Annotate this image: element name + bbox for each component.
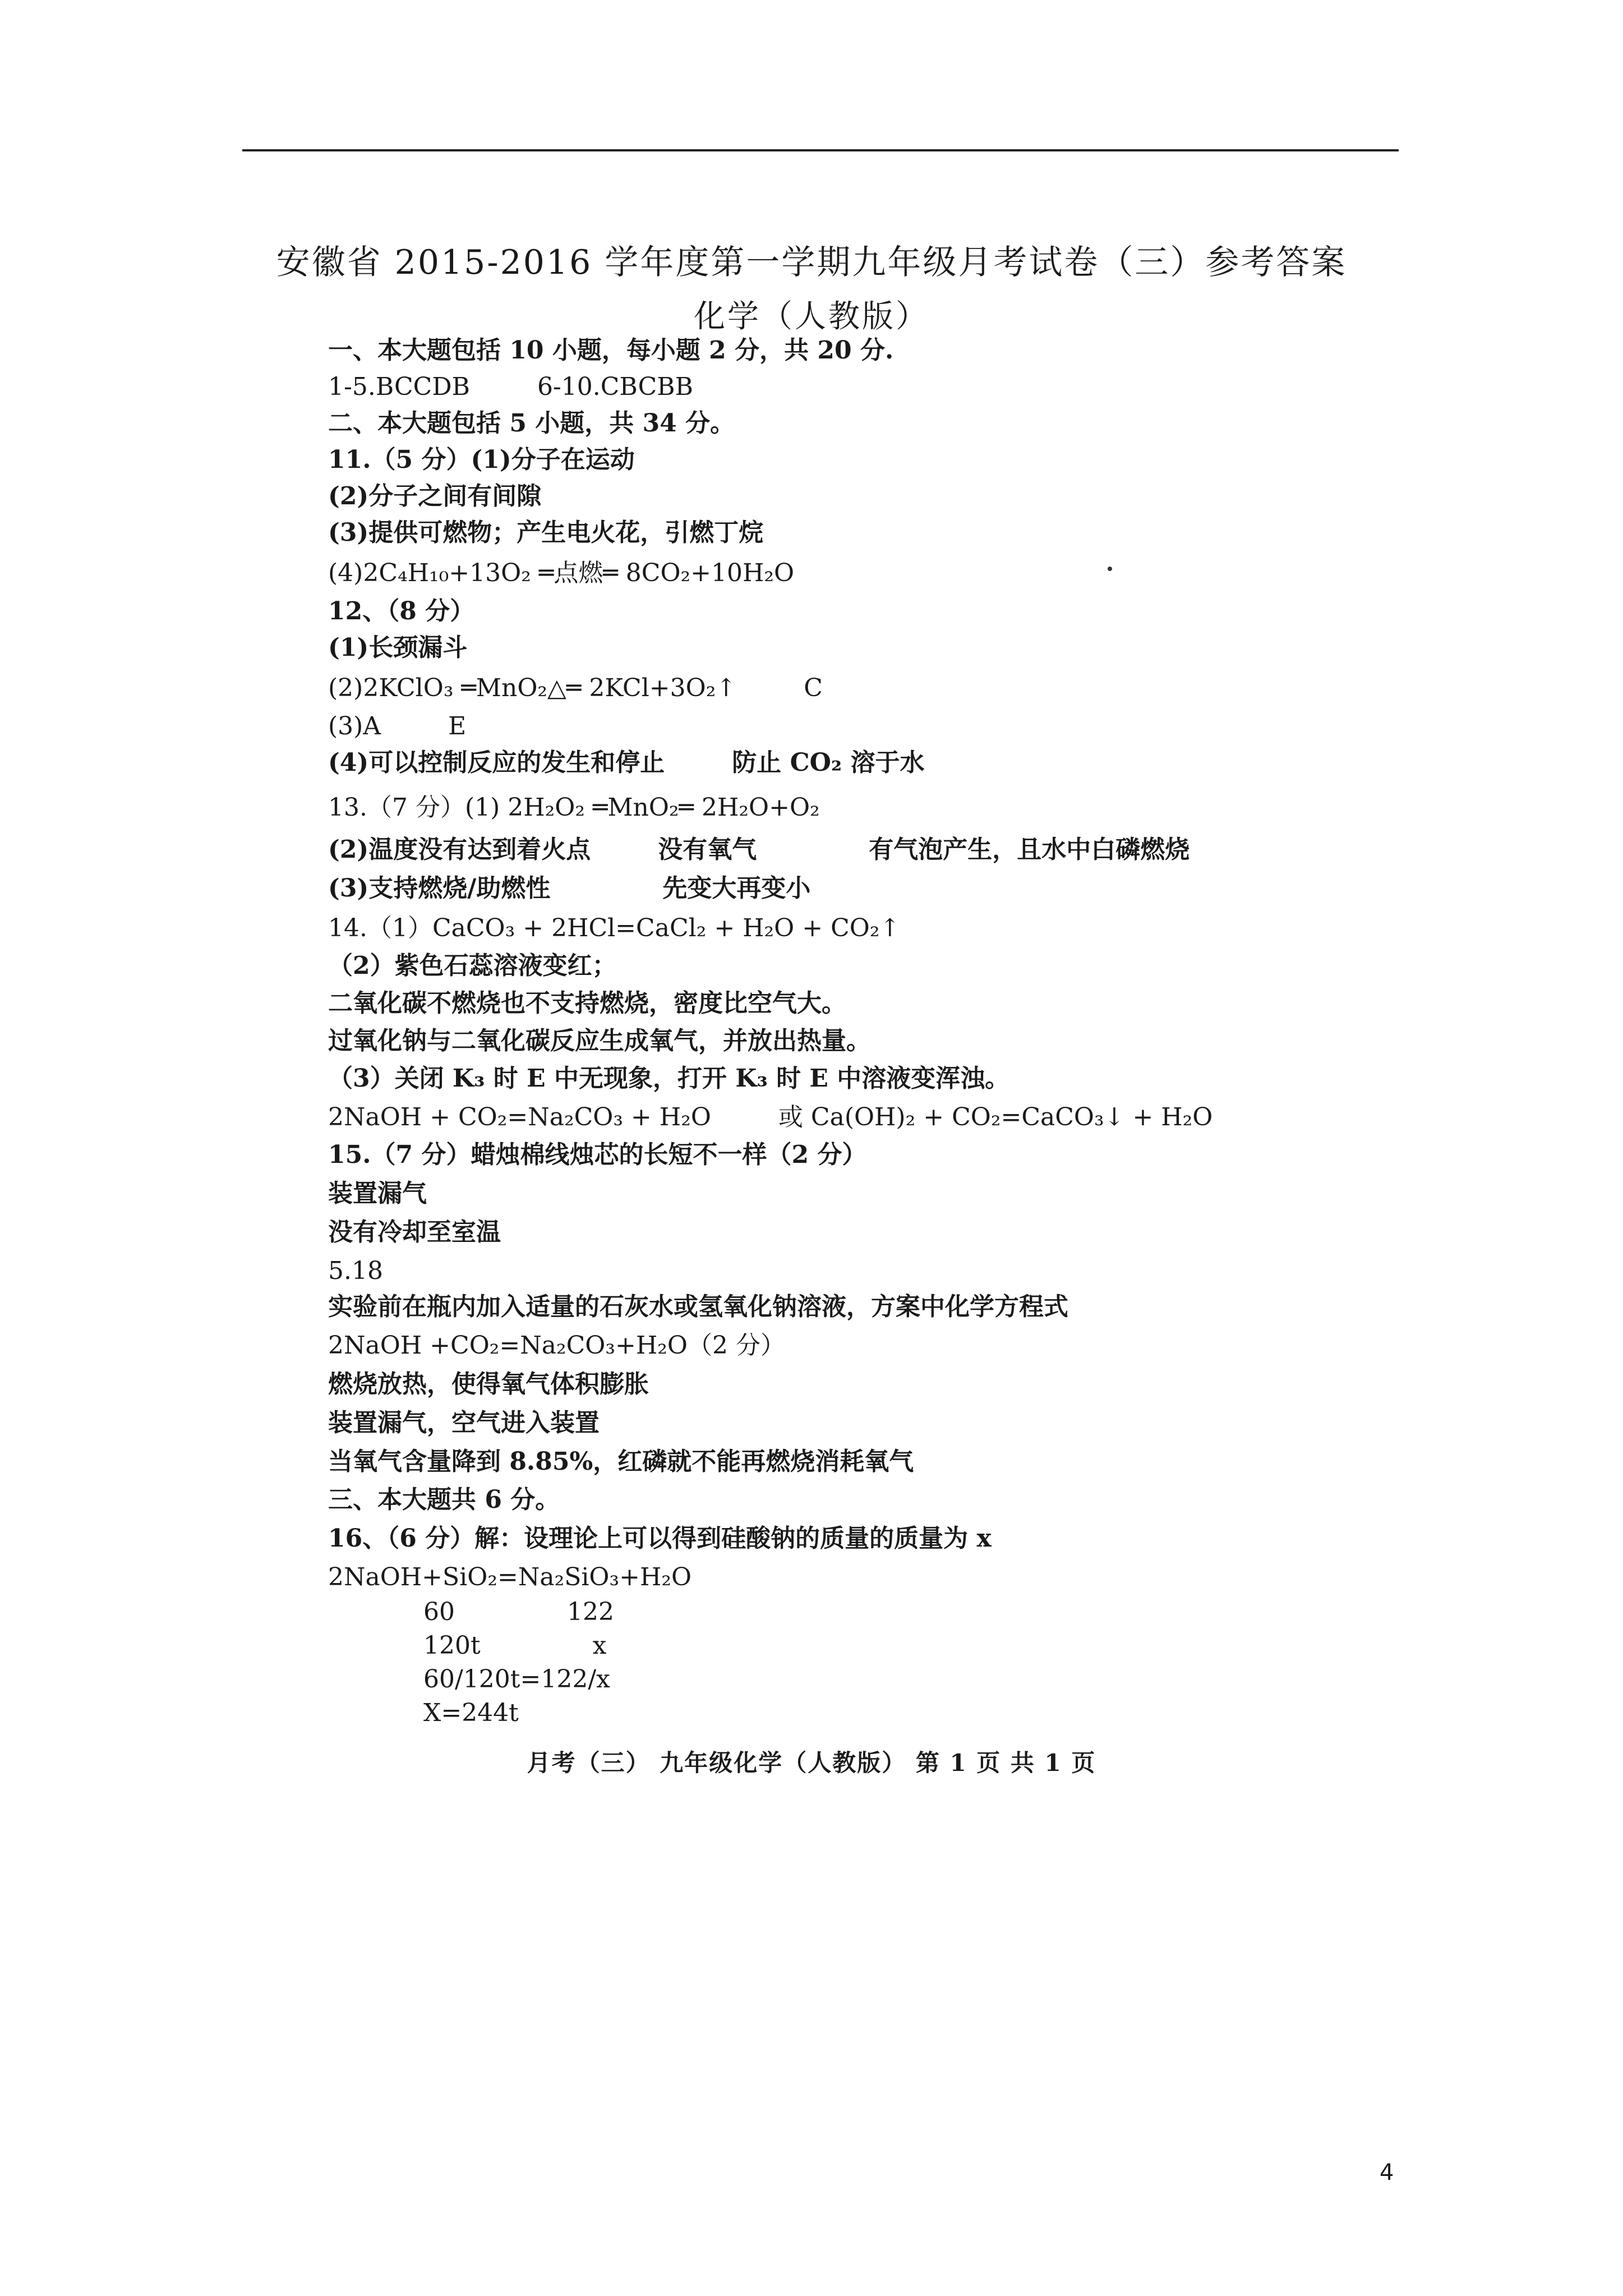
answer-line: 没有冷却至室温	[328, 1218, 501, 1246]
answer-line: (3)支持燃烧/助燃性 先变大再变小	[328, 874, 811, 903]
page-number: 4	[1380, 2160, 1394, 2185]
answer-line: 5.18	[328, 1257, 383, 1285]
answer-line: 2NaOH +CO₂=Na₂CO₃+H₂O（2 分）	[328, 1331, 785, 1360]
page-title: 安徽省 2015-2016 学年度第一学期九年级月考试卷（三）参考答案	[276, 243, 1347, 282]
answer-line: 过氧化钠与二氧化碳反应生成氧气，并放出热量。	[328, 1027, 871, 1055]
answer-line: 14.（1）CaCO₃ + 2HCl=CaCl₂ + H₂O + CO₂↑	[328, 914, 901, 942]
answer-line: (4)2C₄H₁₀+13O₂ ═点燃═ 8CO₂+10H₂O	[328, 559, 795, 587]
calc-line: 60/120t=122/x	[423, 1665, 610, 1694]
answer-line: 11.（5 分）(1)分子在运动	[328, 445, 635, 474]
answer-line: 2NaOH + CO₂=Na₂CO₃ + H₂O 或 Ca(OH)₂ + CO₂=CaCO₃↓ + H₂O	[328, 1103, 1213, 1131]
answer-line: 三、本大题共 6 分。	[328, 1485, 560, 1514]
answer-line: (2)分子之间有间隙	[328, 482, 542, 510]
answer-line: 2NaOH+SiO₂=Na₂SiO₃+H₂O	[328, 1563, 692, 1591]
calc-line: X=244t	[423, 1699, 519, 1727]
answer-line: (3)提供可燃物；产生电火花，引燃丁烷	[328, 518, 764, 547]
answer-line: (1)长颈漏斗	[328, 633, 468, 662]
answer-line: 实验前在瓶内加入适量的石灰水或氢氧化钠溶液，方案中化学方程式	[328, 1292, 1068, 1321]
answer-line: 二、本大题包括 5 小题，共 34 分。	[328, 409, 735, 438]
page-subtitle: 化学（人教版）	[694, 298, 929, 335]
answer-line: 当氧气含量降到 8.85%，红磷就不能再燃烧消耗氧气	[328, 1447, 914, 1476]
answer-line: (2)温度没有达到着火点 没有氧气 有气泡产生，且水中白磷燃烧	[328, 835, 1190, 864]
calc-line: 60 122	[423, 1598, 614, 1626]
calc-line: 120t x	[423, 1631, 607, 1660]
answer-line: 一、本大题包括 10 小题，每小题 2 分，共 20 分.	[328, 336, 894, 365]
answer-line: 燃烧放热，使得氧气体积膨胀	[328, 1370, 649, 1398]
answer-line: 1-5.BCCDB 6-10.CBCBB	[328, 372, 693, 401]
answer-line: 装置漏气	[328, 1179, 427, 1208]
answer-line: (3)A E	[328, 712, 467, 740]
answer-line: （2）紫色石蕊溶液变红；	[328, 951, 617, 980]
answer-line: （3）关闭 K₃ 时 E 中无现象，打开 K₃ 时 E 中溶液变浑浊。	[328, 1064, 1010, 1093]
header-rule	[242, 149, 1399, 151]
answer-line: 16、（6 分）解：设理论上可以得到硅酸钠的质量的质量为 x	[328, 1524, 992, 1553]
answer-line: 装置漏气，空气进入装置	[328, 1409, 600, 1437]
answer-line: 15.（7 分）蜡烛棉线烛芯的长短不一样（2 分）	[328, 1140, 867, 1169]
answer-line: 12、（8 分）	[328, 597, 475, 625]
answer-line: (4)可以控制反应的发生和停止 防止 CO₂ 溶于水	[328, 748, 925, 777]
answer-line: 13.（7 分）(1) 2H₂O₂ ═MnO₂═ 2H₂O+O₂	[328, 793, 820, 822]
stray-dot	[1108, 567, 1112, 571]
page-footer: 月考（三） 九年级化学（人教版） 第 1 页 共 1 页	[527, 1749, 1096, 1777]
answer-line: (2)2KClO₃ ═MnO₂△═ 2KCl+3O₂↑ C	[328, 674, 823, 702]
answer-line: 二氧化碳不燃烧也不支持燃烧，密度比空气大。	[328, 989, 846, 1018]
